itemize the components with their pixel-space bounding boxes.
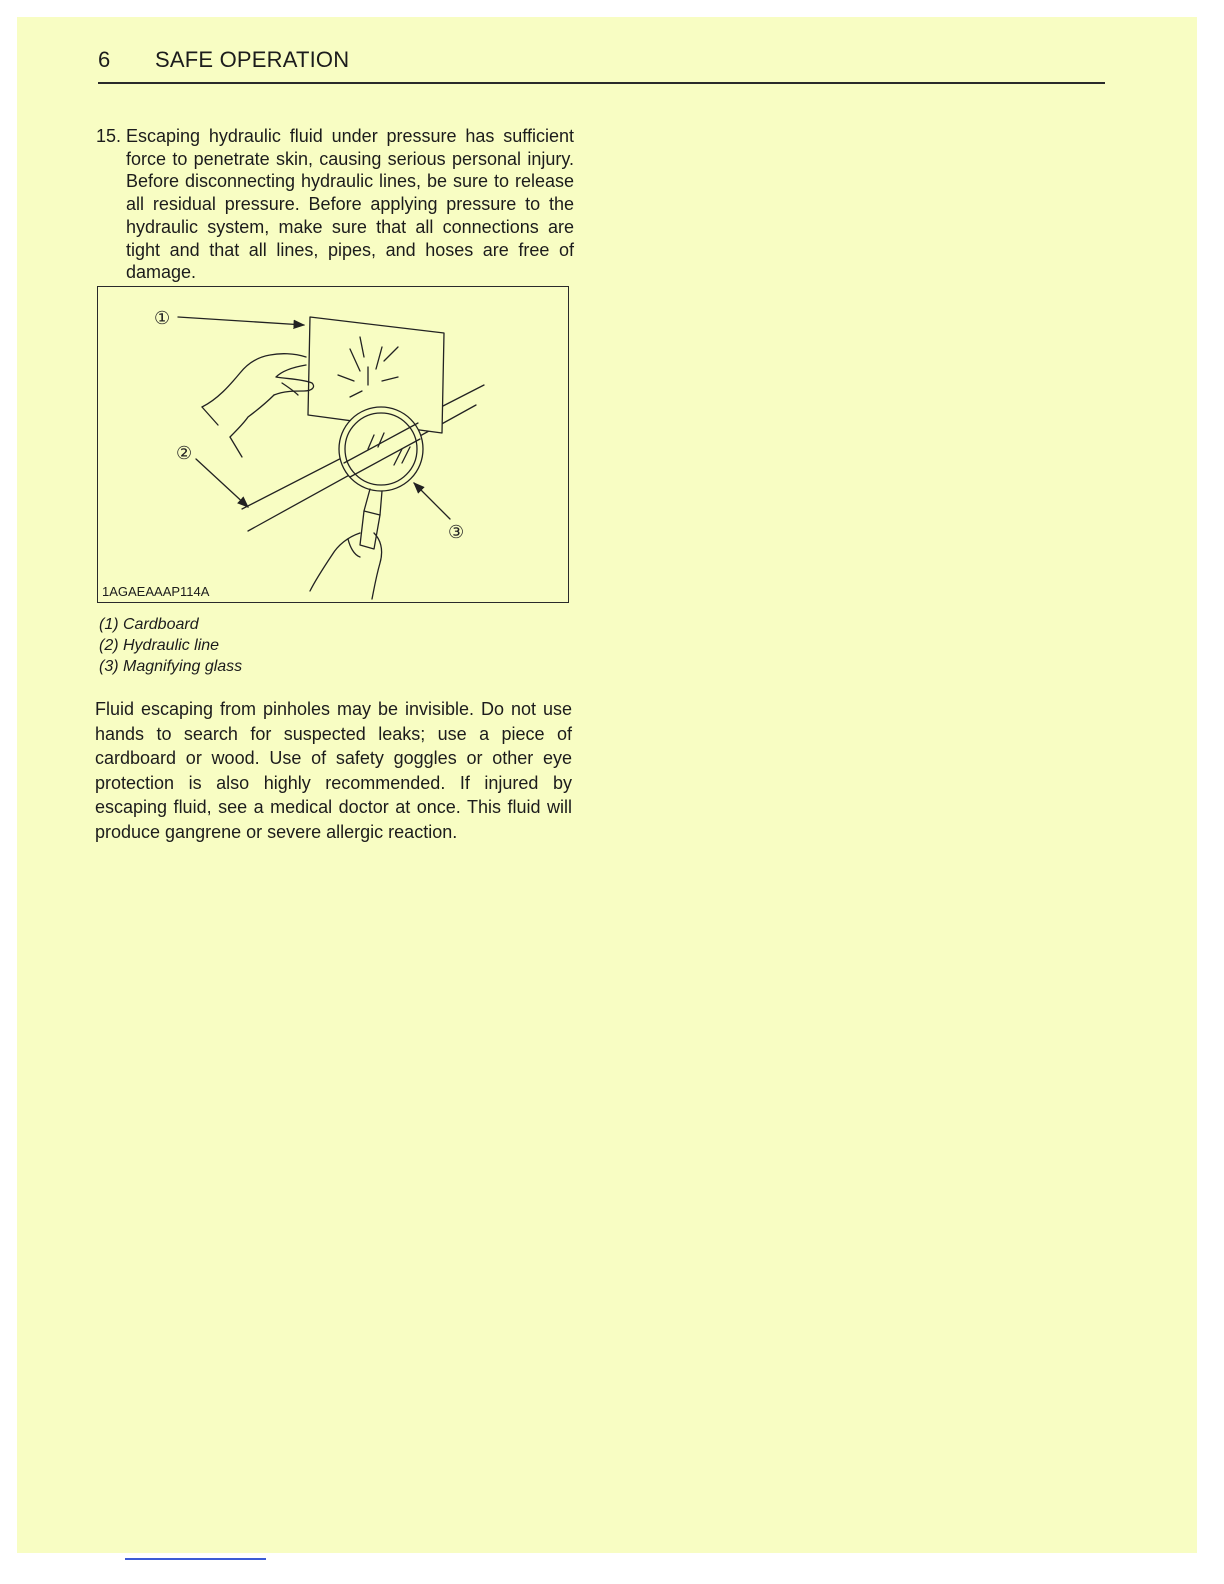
legend-item: (2) Hydraulic line: [99, 637, 220, 654]
legend-item: (1) Cardboard: [99, 616, 199, 633]
footer-line: [125, 1558, 266, 1560]
safety-item-15: [96, 125, 574, 284]
item-text: Escaping hydraulic fluid under pressure has sufficient force to penetrate skin, causing serious personal injury. Before disconnecting hydraulic lines, be sure to release all residual pressure. Before applying pressure to the hydraulic system, make sure that all connections are tight and that all lines, pipes, and hoses are free of damage.: [126, 126, 574, 283]
magnifier-lens: [339, 407, 423, 491]
callout-3-label: ③: [448, 522, 465, 543]
left-hand-bottom: [230, 395, 274, 437]
callout-1-arrow: [178, 317, 304, 325]
page-number: 6: [98, 47, 111, 72]
left-hand-thumb: [274, 365, 314, 395]
left-wrist: [230, 437, 242, 457]
callout-1-label: ①: [154, 308, 171, 329]
right-hand: [310, 533, 360, 591]
finger-crease: [282, 383, 298, 395]
item-number: 15.: [96, 126, 122, 146]
callout-3-arrow: [414, 483, 450, 519]
left-hand-top: [202, 354, 306, 407]
figure-code: 1AGAEAAAP114A: [102, 584, 210, 599]
callout-2-label: ②: [176, 443, 193, 464]
callout-2-arrow: [196, 459, 248, 507]
figure-legend: [99, 614, 242, 677]
warning-paragraph: Fluid escaping from pinholes may be invisible. Do not use hands to search for suspected leaks; use a piece of cardboard or wood. Use of safety goggles or other eye protection is also highly recommended. If injured by escaping fluid, see a medical doctor at once. This fluid will produce gangrene or severe allergic reaction.: [95, 699, 572, 842]
page-header: [98, 46, 1105, 84]
section-title: SAFE OPERATION: [155, 47, 350, 72]
hydraulic-leak-illustration: [97, 286, 569, 603]
left-cuff: [202, 407, 218, 425]
legend-item: (3) Magnifying glass: [99, 658, 243, 675]
leak-check-drawing: [98, 287, 570, 604]
